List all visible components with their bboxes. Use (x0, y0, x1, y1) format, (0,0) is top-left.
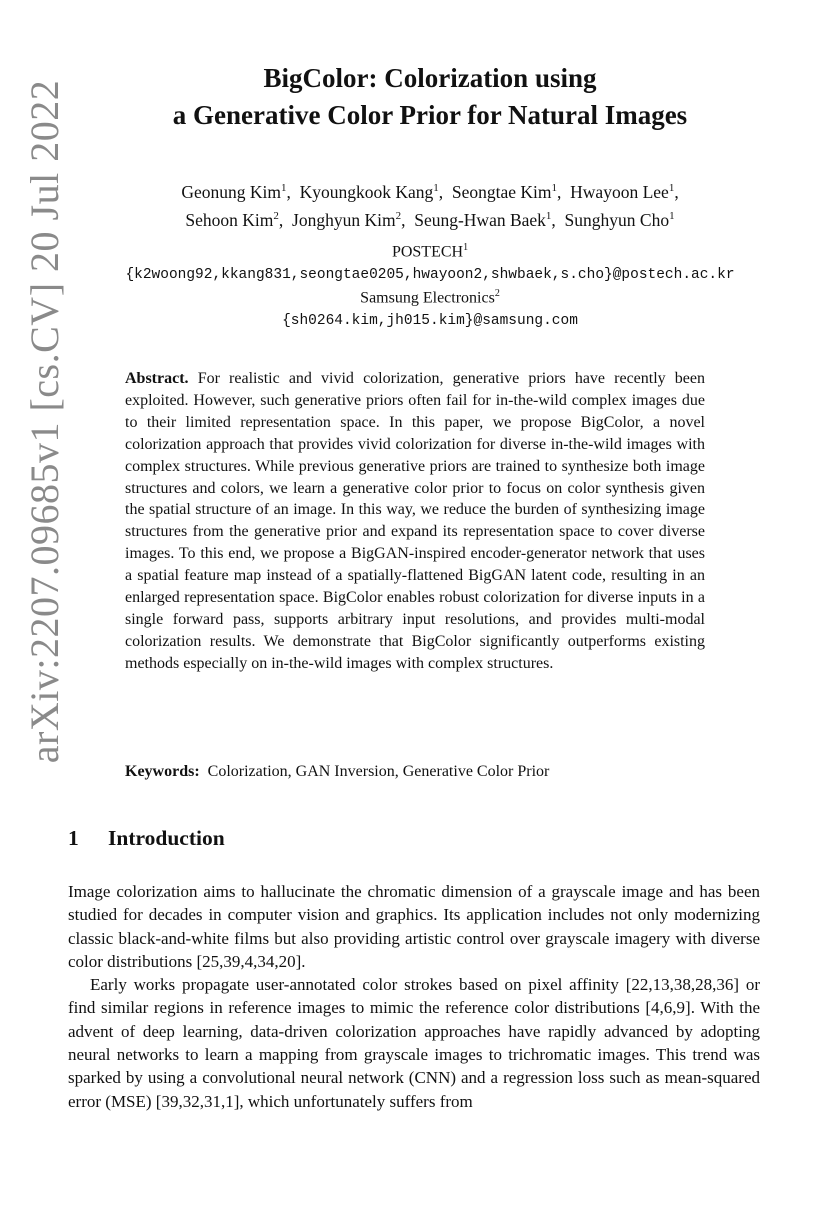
affiliation-name: Samsung Electronics (360, 289, 495, 307)
author-name: Geonung Kim (181, 181, 281, 202)
affiliation-mark: 1 (463, 242, 469, 253)
arxiv-identifier-sidebar (15, 76, 75, 766)
affiliation-name: POSTECH (391, 243, 464, 261)
email-list-samsung: {sh0264.kim,jh015.kim}@samsung.com (282, 313, 578, 329)
affiliation-mark: 2 (494, 288, 500, 299)
author-affiliation-mark: 2 (273, 209, 279, 222)
author-affiliation-mark: 1 (668, 182, 675, 194)
author-affiliation-mark: 1 (280, 182, 287, 194)
keywords-text: Colorization, GAN Inversion, Generative Color Prior (207, 763, 550, 780)
author-affiliation-mark: 1 (545, 209, 552, 222)
affiliation-samsung (80, 288, 780, 307)
author-name: Seongtae Kim (451, 181, 552, 202)
author-list (80, 176, 780, 232)
author-name: Sehoon Kim (185, 209, 274, 230)
arxiv-identifier: arXiv:2207.09685v1 [cs.CV] 20 Jul 2022 (22, 79, 68, 763)
abstract-label: Abstract. (125, 370, 189, 387)
author-affiliation-mark: 1 (433, 182, 439, 194)
title-line-1: BigColor: Colorization using (263, 63, 597, 93)
abstract (125, 368, 705, 675)
author-affiliation-mark: 1 (551, 182, 558, 194)
abstract-text: For realistic and vivid colorization, generative priors have recently been exploited. However, such generative priors often fail for in-the-wild complex images due to their limited representation space. In this paper, we propose BigColor, a novel colorization approach that provides vivid colorization for diverse in-the-wild images with complex structures. While previous generative priors are trained to synthesize both image structures and colors, we learn a generative color prior to focus on color synthesis given the spatial structure of an image. In this way, we reduce the burden of synthesizing image structures from the generative prior and expand its representation space to cover diverse images. To this end, we propose a BigGAN-inspired encoder-generator network that uses a spatial feature map instead of a spatially-flattened BigGAN latent code, resulting in an enlarged representation space. BigColor enables robust colorization for diverse inputs in a single forward pass, supports arbitrary input resolutions, and provides multi-modal colorization results. We demonstrate that BigColor significantly outperforms existing methods especially on in-the-wild images with complex structures. (125, 370, 706, 672)
authors-line-2: Sehoon Kim$^2$, Jonghyun Kim$^2$, Seung-Hwan Baek$^1$, Sunghyun Cho$^1$ (185, 209, 675, 230)
section-number: 1 (68, 826, 79, 850)
author-name: Kyoungkook Kang (299, 181, 434, 202)
section-title: Introduction (108, 826, 225, 850)
section-body (68, 880, 760, 1113)
author-name: Seung-Hwan Baek (414, 209, 546, 230)
keywords-label: Keywords: (125, 763, 200, 780)
body-paragraph: Image colorization aims to hallucinate the chromatic dimension of a grayscale image and has been studied for decades in computer vision and graphics. Its application includes not only modernizing classic black-and-white films but also providing artistic control over grayscale imagery with diverse color distributions [25,39,4,34,20]. (68, 882, 760, 971)
author-affiliation-mark: 2 (395, 209, 402, 222)
author-name: Sunghyun Cho (564, 209, 670, 230)
title-line-2: a Generative Color Prior for Natural Images (172, 100, 688, 130)
affiliation-postech (80, 242, 780, 261)
section-heading (68, 826, 225, 851)
authors-line-1: Geonung Kim$^1$, Kyoungkook Kang$^1$, Seongtae Kim$^1$, Hwayoon Lee$^1$, (181, 181, 679, 202)
paper-title (80, 60, 780, 134)
keywords (125, 763, 725, 781)
author-name: Hwayoon Lee (570, 181, 669, 202)
email-list-postech: {k2woong92,kkang831,seongtae0205,hwayoon2,shwbaek,s.cho}@postech.ac.kr (125, 267, 735, 283)
author-name: Jonghyun Kim (292, 209, 396, 230)
author-affiliation-mark: 1 (669, 209, 675, 222)
body-paragraph: Early works propagate user-annotated color strokes based on pixel affinity [22,13,38,28,36] or find similar regions in reference images to mimic the reference color distributions [4,6,9]. With the advent of deep learning, data-driven colorization approaches have rapidly advanced by adopting neural networks to learn a mapping from grayscale images to trichromatic images. This trend was sparked by using a convolutional neural network (CNN) and a regression loss such as mean-squared error (MSE) [39,32,31,1], which unfortunately suffers from (68, 975, 760, 1111)
